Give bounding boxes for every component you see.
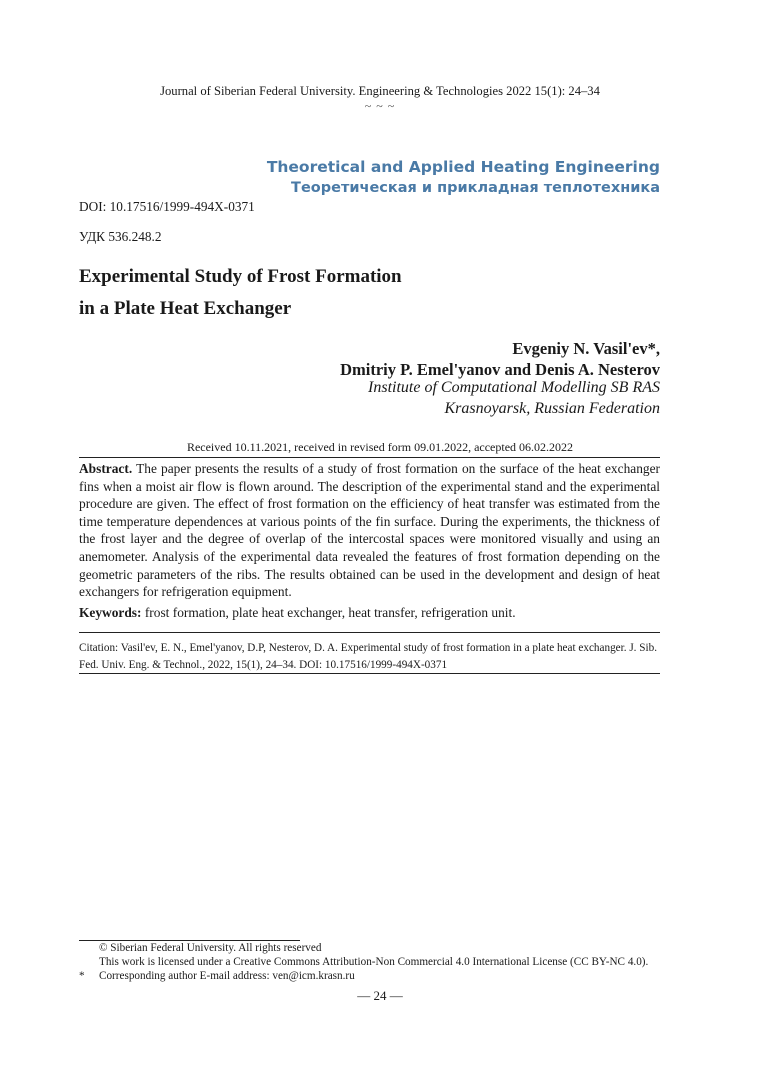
journal-header: Journal of Siberian Federal University. Engineering & Technologies 2022 15(1): 24–34 — [160, 84, 600, 98]
udk: УДК 536.248.2 — [79, 229, 162, 244]
doi: DOI: 10.17516/1999-494X-0371 — [79, 199, 255, 214]
divider-citation-top — [79, 632, 660, 633]
license-text: This work is licensed under a Creative Commons Attribution-Non Commercial 4.0 International License (CC BY-NC 4.0). — [99, 956, 649, 968]
keywords — [79, 605, 660, 621]
corresponding-text: Corresponding author E-mail address: ven@icm.krasn.ru — [99, 970, 355, 982]
keywords-text: frost formation, plate heat exchanger, heat transfer, refrigeration unit. — [144, 605, 516, 620]
abstract-label: Abstract. — [79, 461, 133, 476]
page-number: — 24 — — [357, 988, 403, 1003]
section-title-en: Theoretical and Applied Heating Engineering — [266, 158, 660, 176]
paper-title — [79, 261, 402, 325]
footnote-license — [79, 956, 648, 968]
affiliation — [368, 377, 660, 419]
paper-title-line-2: in a Plate Heat Exchanger — [79, 298, 292, 319]
footnote-copyright — [79, 942, 321, 954]
divider-citation-bottom — [79, 673, 660, 674]
affiliation-line-2: Krasnoyarsk, Russian Federation — [444, 400, 660, 417]
section-title-ru: Теоретическая и прикладная теплотехника — [291, 180, 660, 196]
abstract-text: The paper presents the results of a study of frost formation on the surface of the heat exchanger fins when a moist air flow is flown around. The description of the experimental stand and the experimental procedure are given. The effect of frost formation on the efficiency of heat transfer was estimated from the time temperature dependences at various points of the fin surface. During the experiments, the thickness of the frost layer and the degree of overlap of the intercostal spaces were monitored visually and using an anemometer. Analysis of the experimental data revealed the features of frost formation depending on the geometric parameters of the ribs. The results obtained can be used in the development and design of heat exchangers for refrigeration equipment. — [79, 461, 660, 600]
paper-title-line-1: Experimental Study of Frost Formation — [79, 266, 402, 287]
authors-line-1: Evgeniy N. Vasil'ev*, — [512, 339, 660, 358]
received-dates: Received 10.11.2021, received in revised form 09.01.2022, accepted 06.02.2022 — [186, 440, 574, 454]
citation: Citation: Vasil'ev, E. N., Emel'yanov, D.P, Nesterov, D. A. Experimental study of frost formation in a plate heat exchanger. J. Sib. Fed. Univ. Eng. & Technol., 2022, 15(1), 24–34. DOI: 10.17516/1999-494X-0371 — [79, 642, 657, 671]
footnote-divider — [79, 940, 300, 941]
footnote-mark: * — [79, 970, 85, 982]
abstract — [79, 460, 660, 601]
copyright-text: © Siberian Federal University. All rights reserved — [99, 942, 322, 954]
affiliation-line-1: Institute of Computational Modelling SB RAS — [368, 379, 660, 396]
authors — [340, 338, 660, 380]
keywords-label: Keywords: — [79, 605, 142, 620]
header-separator: ~ ~ ~ — [364, 99, 396, 113]
divider-top — [79, 457, 660, 458]
footnote-corresponding — [79, 970, 355, 982]
authors-line-2: Dmitriy P. Emel'yanov and Denis A. Nesterov — [340, 360, 660, 379]
